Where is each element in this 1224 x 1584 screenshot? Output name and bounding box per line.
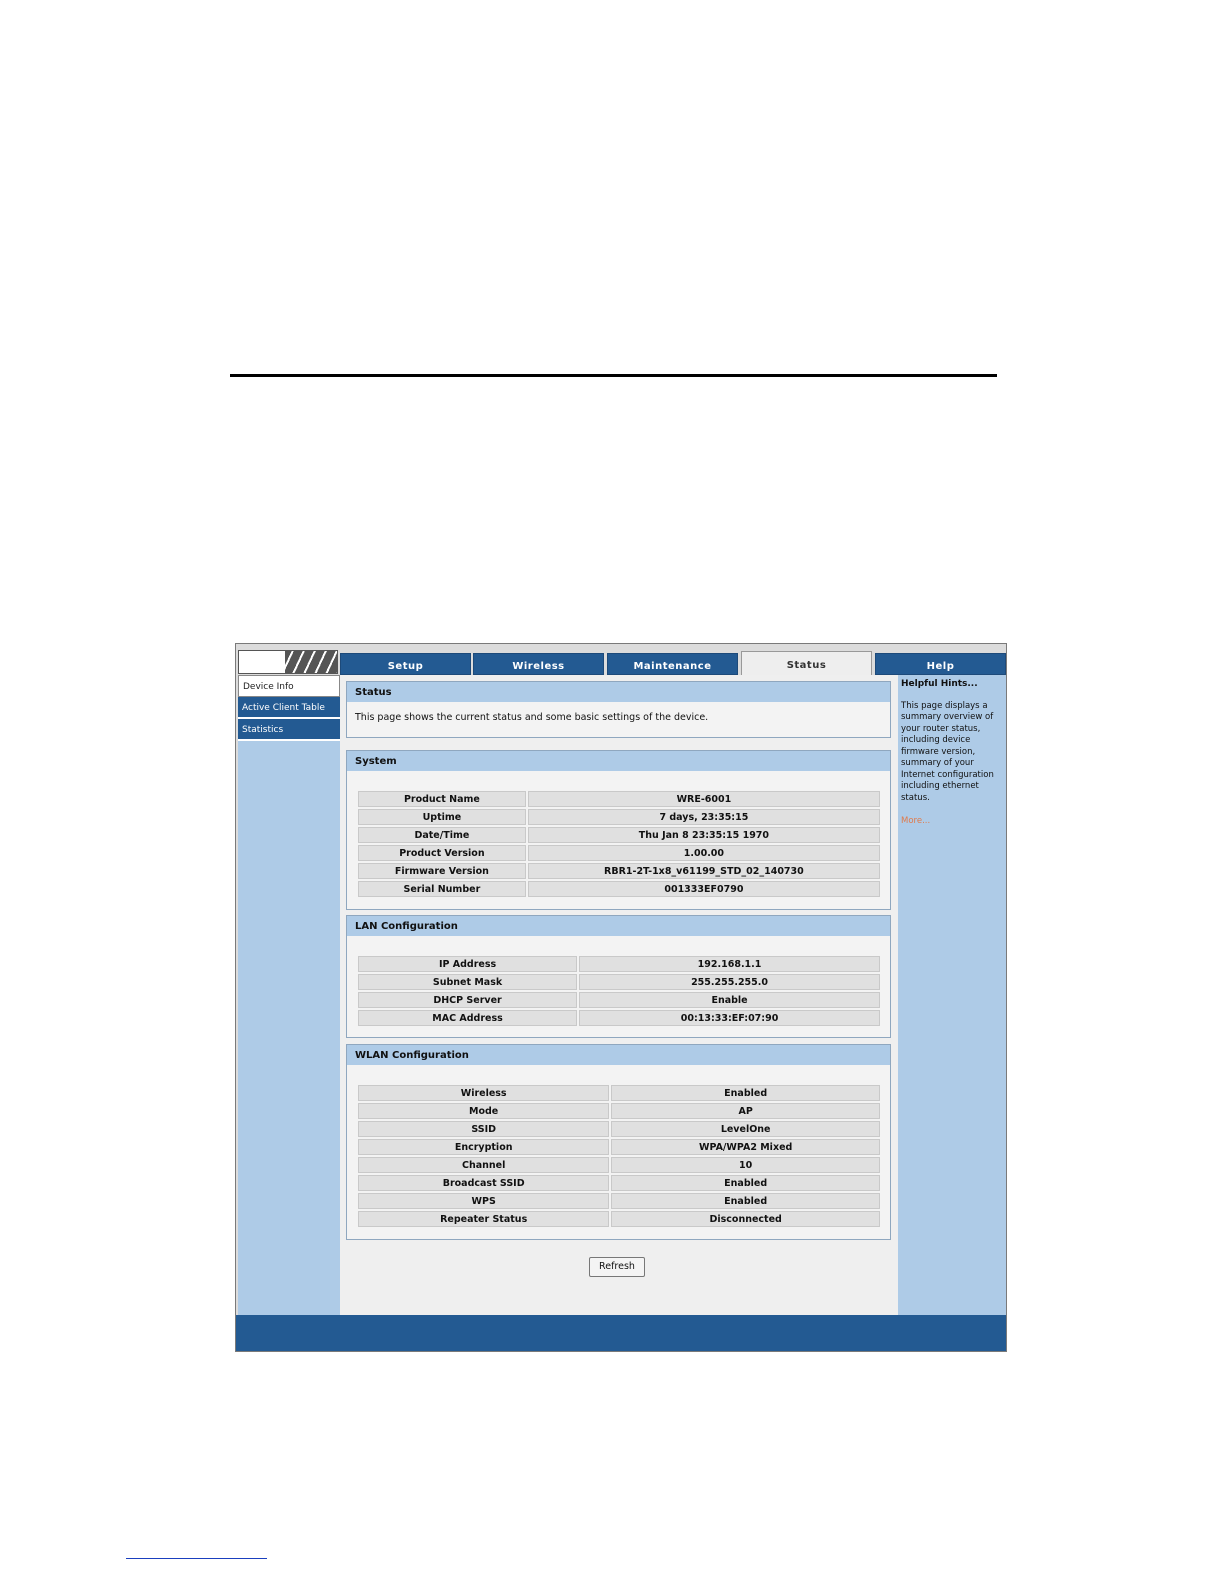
table-row <box>358 1139 880 1155</box>
row-label: Uptime <box>358 809 526 825</box>
row-value: Disconnected <box>611 1211 880 1227</box>
row-label: Channel <box>358 1157 609 1173</box>
hints-text: This page displays a summary overview of your router status, including device firmware version, summary of your Internet configuration including ethernet status. <box>901 700 994 803</box>
table-row <box>358 881 880 897</box>
sidebar-item-active-client-table[interactable]: Active Client Table <box>238 697 340 719</box>
row-value: LevelOne <box>611 1121 880 1137</box>
table-row <box>358 863 880 879</box>
system-title: System <box>347 751 890 771</box>
hints-more-link[interactable]: More... <box>901 816 931 826</box>
router-web-ui <box>235 643 1007 1352</box>
table-row <box>358 845 880 861</box>
logo-stripes <box>285 651 337 674</box>
table-row <box>358 1121 880 1137</box>
footnote-rule <box>126 1558 267 1559</box>
table-row <box>358 1085 880 1101</box>
table-row <box>358 1103 880 1119</box>
table-row <box>358 1010 880 1026</box>
brand-logo <box>238 650 338 674</box>
table-row <box>358 956 880 972</box>
main-content <box>340 675 898 1315</box>
sidebar-item-statistics[interactable]: Statistics <box>238 719 340 741</box>
row-label: Product Version <box>358 845 526 861</box>
lan-panel <box>346 915 891 1038</box>
table-row <box>358 791 880 807</box>
row-value: 001333EF0790 <box>528 881 880 897</box>
tab-maintenance[interactable]: Maintenance <box>607 653 738 675</box>
row-label: SSID <box>358 1121 609 1137</box>
helpful-hints-panel <box>898 675 1006 1315</box>
table-row <box>358 1211 880 1227</box>
row-label: Date/Time <box>358 827 526 843</box>
tab-setup[interactable]: Setup <box>340 653 471 675</box>
row-value: Enable <box>579 992 880 1008</box>
table-row <box>358 1193 880 1209</box>
status-description: This page shows the current status and some basic settings of the device. <box>355 712 709 723</box>
lan-title: LAN Configuration <box>347 916 890 936</box>
row-label: Repeater Status <box>358 1211 609 1227</box>
row-label: WPS <box>358 1193 609 1209</box>
sidebar-item-device-info[interactable]: Device Info <box>238 675 340 697</box>
lan-table <box>356 954 882 1028</box>
footer-bar <box>236 1315 1006 1351</box>
row-label: Broadcast SSID <box>358 1175 609 1191</box>
wlan-table <box>356 1083 882 1229</box>
table-row <box>358 827 880 843</box>
system-panel <box>346 750 891 910</box>
tab-wireless[interactable]: Wireless <box>473 653 604 675</box>
table-row <box>358 1157 880 1173</box>
row-label: Product Name <box>358 791 526 807</box>
wlan-title: WLAN Configuration <box>347 1045 890 1065</box>
hints-title: Helpful Hints... <box>901 679 978 689</box>
row-value: WRE-6001 <box>528 791 880 807</box>
tab-status[interactable]: Status <box>741 651 872 675</box>
wlan-panel <box>346 1044 891 1240</box>
row-value: Enabled <box>611 1175 880 1191</box>
sidebar <box>238 675 340 1315</box>
row-label: Subnet Mask <box>358 974 577 990</box>
row-value: RBR1-2T-1x8_v61199_STD_02_140730 <box>528 863 880 879</box>
row-value: 255.255.255.0 <box>579 974 880 990</box>
row-value: AP <box>611 1103 880 1119</box>
table-row <box>358 974 880 990</box>
row-value: 10 <box>611 1157 880 1173</box>
row-value: Enabled <box>611 1085 880 1101</box>
refresh-button[interactable]: Refresh <box>589 1257 645 1277</box>
status-panel <box>346 681 891 738</box>
row-label: Serial Number <box>358 881 526 897</box>
row-label: Encryption <box>358 1139 609 1155</box>
row-label: Firmware Version <box>358 863 526 879</box>
status-title: Status <box>347 682 890 702</box>
row-value: 192.168.1.1 <box>579 956 880 972</box>
row-label: IP Address <box>358 956 577 972</box>
row-value: 00:13:33:EF:07:90 <box>579 1010 880 1026</box>
row-label: MAC Address <box>358 1010 577 1026</box>
row-value: Enabled <box>611 1193 880 1209</box>
horizontal-rule <box>230 374 997 377</box>
table-row <box>358 1175 880 1191</box>
row-value: 7 days, 23:35:15 <box>528 809 880 825</box>
row-value: 1.00.00 <box>528 845 880 861</box>
table-row <box>358 992 880 1008</box>
table-row <box>358 809 880 825</box>
row-label: Wireless <box>358 1085 609 1101</box>
row-value: WPA/WPA2 Mixed <box>611 1139 880 1155</box>
system-table <box>356 789 882 899</box>
row-label: Mode <box>358 1103 609 1119</box>
row-label: DHCP Server <box>358 992 577 1008</box>
row-value: Thu Jan 8 23:35:15 1970 <box>528 827 880 843</box>
tab-help[interactable]: Help <box>875 653 1006 675</box>
